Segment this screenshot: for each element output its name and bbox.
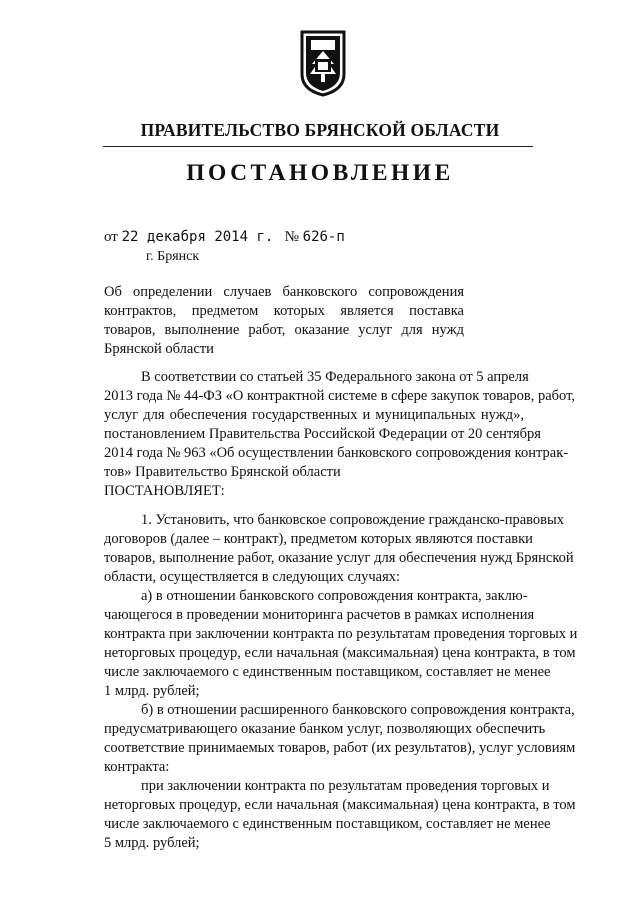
- item-b-line: соответствие принимаемых товаров, работ (их результатов), услуг условиям: [104, 740, 576, 756]
- item-1-paragraph: [104, 511, 574, 587]
- document-subject: [104, 283, 464, 359]
- item-b-sub-line: при заключении контракта по результатам проведения торговых и: [141, 778, 550, 794]
- date-prefix: от: [104, 229, 118, 245]
- document-type: ПОСТАНОВЛЕНИЕ: [186, 160, 454, 186]
- item-b-line: контракта:: [104, 759, 170, 775]
- preamble-line: 2014 года № 963 «Об осуществлении банковского сопровождения контрак-: [104, 445, 569, 461]
- document-number: 626-п: [302, 229, 345, 245]
- item-a-line: контракта при заключении контракта по результатам проведения торговых и: [104, 626, 578, 642]
- item-a-line: 1 млрд. рублей;: [104, 683, 200, 699]
- preamble-line: В соответствии со статьей 35 Федерального закона от 5 апреля: [141, 369, 529, 385]
- decree-word: ПОСТАНОВЛЯЕТ:: [104, 483, 225, 499]
- preamble-paragraph: [104, 368, 575, 501]
- item-1-line: 1. Установить, что банковское сопровождение гражданско-правовых: [141, 512, 564, 528]
- item-b-sub-paragraph: [104, 777, 576, 853]
- item-b-line: б) в отношении расширенного банковского сопровождения контракта,: [141, 702, 575, 718]
- coat-of-arms-icon: [298, 28, 348, 98]
- subject-line: Об определении случаев банковского сопровождения: [104, 284, 464, 300]
- date-value: 22 декабря 2014 г.: [121, 229, 274, 245]
- title-divider: [103, 146, 533, 147]
- city: г. Брянск: [146, 249, 200, 264]
- item-a-line: а) в отношении банковского сопровождения контракта, заклю-: [141, 588, 528, 604]
- item-b-sub-line: числе заключаемого с единственным поставщиком, составляет не менее: [104, 816, 551, 832]
- item-b-paragraph: [104, 701, 576, 777]
- number-sign: №: [284, 229, 299, 245]
- item-1-line: товаров, выполнение работ, оказание услуг для обеспечения нужд Брянской: [104, 550, 574, 566]
- item-a-line: неторговых процедур, если начальная (максимальная) цена контракта, в том: [104, 645, 576, 661]
- preamble-line: 2013 года № 44-ФЗ «О контрактной системе в сфере закупок товаров, работ,: [104, 388, 575, 404]
- item-a-line: чающегося в проведении мониторинга расчетов в рамках исполнения: [104, 607, 535, 623]
- government-title: ПРАВИТЕЛЬСТВО БРЯНСКОЙ ОБЛАСТИ: [140, 120, 500, 140]
- subject-line: товаров, выполнение работ, оказание услуг для нужд: [104, 322, 464, 338]
- preamble-line: тов» Правительство Брянской области: [104, 464, 341, 480]
- item-b-sub-line: неторговых процедур, если начальная (максимальная) цена контракта, в том: [104, 797, 576, 813]
- subject-line: контрактов, предметом которых является поставка: [104, 303, 464, 319]
- date-line: [104, 229, 345, 246]
- item-a-line: числе заключаемого с единственным поставщиком, составляет не менее: [104, 664, 551, 680]
- item-a-paragraph: [104, 587, 578, 701]
- preamble-line: постановлением Правительства Российской Федерации от 20 сентября: [104, 426, 541, 442]
- item-b-sub-line: 5 млрд. рублей;: [104, 835, 200, 851]
- item-1-line: области, осуществляется в следующих случаях:: [104, 569, 401, 585]
- subject-line: Брянской области: [104, 341, 214, 357]
- item-1-line: договоров (далее – контракт), предметом которых являются поставки: [104, 531, 533, 547]
- item-b-line: предусматривающего оказание банком услуг, позволяющих обеспечить: [104, 721, 546, 737]
- preamble-line: услуг для обеспечения государственных и муниципальных нужд»,: [104, 407, 524, 423]
